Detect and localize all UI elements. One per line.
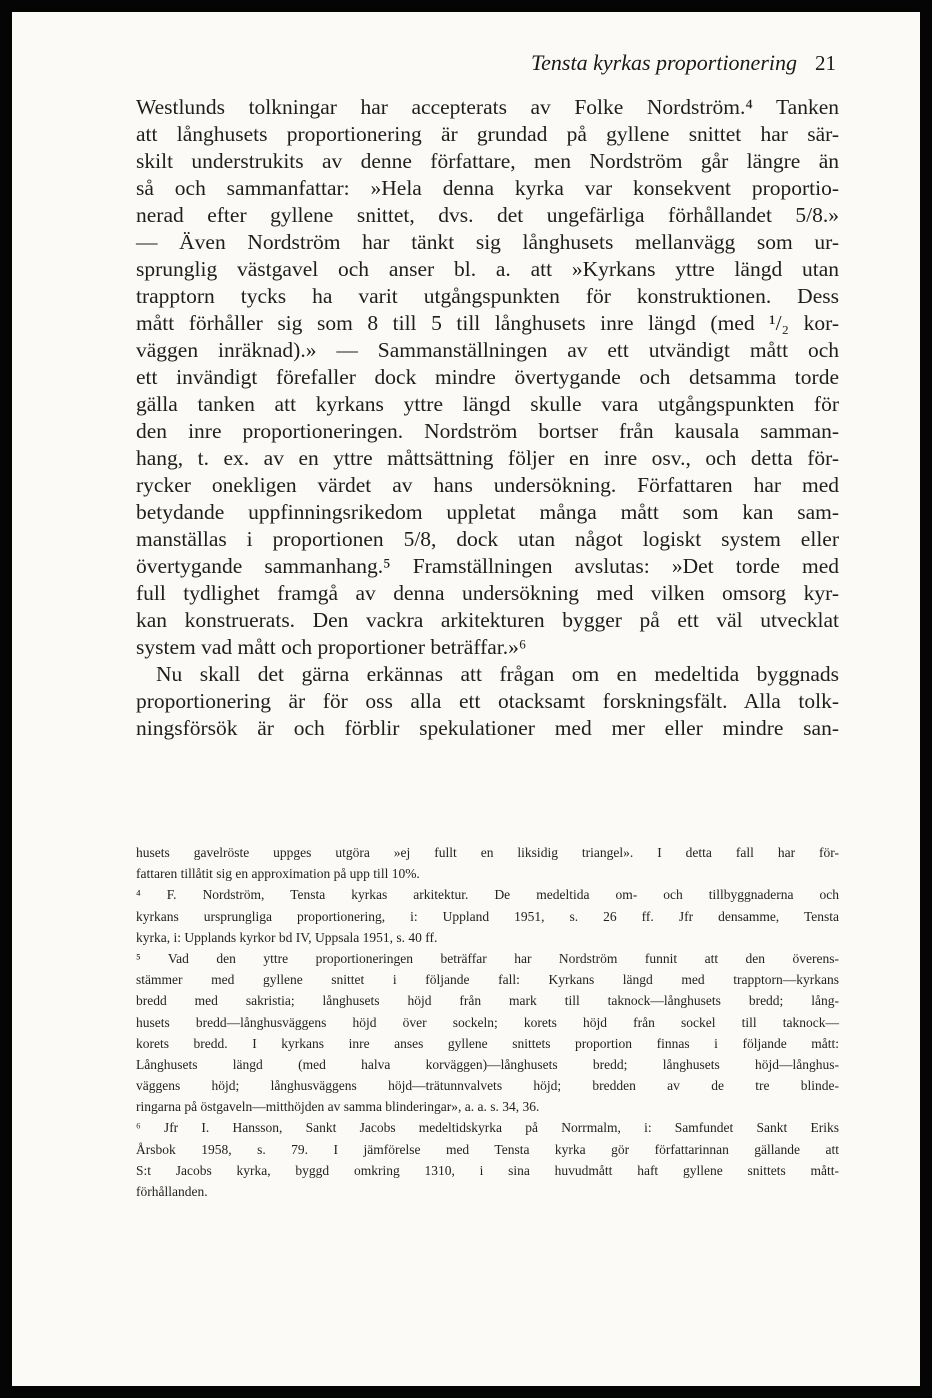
text-line: rycker onekligen värdet av hans undersökning. Författaren har med [136,473,839,497]
text-line: manställas i proportionen 5/8, dock utan något logiskt system eller [136,527,839,551]
text-line: betydande uppfinningsrikedom uppletat många mått som kan sam- [136,500,839,524]
text-line: gälla tanken att kyrkans yttre längd skulle vara utgångspunkten för [136,392,839,416]
text-line: mått förhåller sig som 8 till 5 till långhusets inre längd (med ¹/₂ kor- [136,311,839,335]
footnote-line: korets bredd. I kyrkans inre anses gyllene snittets proportion finnas i följande mått: [136,1035,839,1051]
text-line: full tydlighet framgå av denna undersökning med vilken omsorg kyr- [136,581,839,605]
footnote-line: Årsbok 1958, s. 79. I jämförelse med Tensta kyrka gör författarinnan gällande att [136,1141,839,1157]
footnote-line: ⁴ F. Nordström, Tensta kyrkas arkitektur. De medeltida om- och tillbyggnaderna och [136,887,839,903]
footnote-line: husets bredd—långhusväggens höjd över sockeln; korets höjd från sockel till taknock— [136,1014,839,1030]
text-line: ningsförsök är och förblir spekulationer med mer eller mindre san- [136,716,839,740]
text-line: Nu skall det gärna erkännas att frågan om en medeltida byggnads [156,662,839,686]
book-page [12,12,920,1386]
text-line: hang, t. ex. av en yttre måttsättning följer en inre osv., och detta för- [136,446,839,470]
footnote-line: bredd med sakristia; långhusets höjd från mark till taknock—långhusets bredd; lång- [136,993,839,1009]
footnotes [136,842,839,1202]
text-line: Westlunds tolkningar har accepterats av Folke Nordström.⁴ Tanken [136,95,839,119]
footnote-line: väggens höjd; långhusväggens höjd—trätunnvalvets höjd; bredden av de tre blinde- [136,1078,839,1094]
footnote-line: husets gavelröste uppges utgöra »ej fullt en liksidig triangel». I detta fall har för- [136,845,839,860]
text-line: så och sammanfattar: »Hela denna kyrka var konsekvent proportio- [136,176,839,200]
text-line: övertygande sammanhang.⁵ Framställningen avslutas: »Det torde med [136,554,839,578]
main-text [136,94,839,742]
running-header [136,50,836,90]
text-line: trapptorn tycks ha varit utgångspunkten för konstruktionen. Dess [136,284,839,308]
footnote-line: S:t Jacobs kyrka, byggd omkring 1310, i sina huvudmått haft gyllene snittets mått- [136,1162,839,1178]
text-line: den inre proportioneringen. Nordström bortser från kausala samman- [136,419,839,443]
footnote-line: stämmer med gyllene snittet i följande fall: Kyrkans längd med trapptorn—kyrkans [136,972,839,988]
footnote-line: kyrka, i: Upplands kyrkor bd IV, Uppsala 1951, s. 40 ff. [136,929,438,945]
footnote-line: ⁶ Jfr I. Hansson, Sankt Jacobs medeltidskyrka på Norrmalm, i: Samfundet Sankt Eriks [136,1120,839,1136]
text-line: ett invändigt förefaller dock mindre övertygande och detsamma torde [136,365,839,389]
footnote-line: förhållanden. [136,1184,208,1199]
text-line: system vad mått och proportioner beträffar.»⁶ [136,635,527,659]
running-title: Tensta kyrkas proportionering [530,50,797,75]
text-line: proportionering är för oss alla ett otacksamt forskningsfält. Alla tolk- [136,689,839,713]
footnote-line: ⁵ Vad den yttre proportioneringen beträffar har Nordström funnit att den överens- [136,950,839,966]
text-line: kan konstruerats. Den vackra arkitekturen bygger på ett väl utvecklat [136,608,839,632]
footnote-line: Långhusets längd (med halva korväggen)—långhusets bredd; långhusets höjd—långhus- [136,1056,839,1072]
page-number: 21 [815,51,836,75]
text-line: nerad efter gyllene snittet, dvs. det ungefärliga förhållandet 5/8.» [136,203,839,227]
footnote-line: ringarna på östgaveln—mitthöjden av samma blinderingar», a. a. s. 34, 36. [136,1099,540,1115]
footnote-line: fattaren tillåtit sig en approximation på upp till 10%. [136,866,420,882]
text-line: — Även Nordström har tänkt sig långhusets mellanvägg som ur- [136,230,839,254]
text-line: väggen inräknad).» — Sammanställningen av ett utvändigt mått och [136,338,839,362]
text-line: att långhusets proportionering är grundad på gyllene snittet har sär- [136,122,839,146]
footnote-line: kyrkans ursprungliga proportionering, i: Uppland 1951, s. 26 ff. Jfr densamme, Tensta [136,908,839,924]
text-line: skilt understrukits av denne författare, men Nordström går längre än [136,149,839,173]
text-line: sprunglig västgavel och anser bl. a. att »Kyrkans yttre längd utan [136,257,839,281]
